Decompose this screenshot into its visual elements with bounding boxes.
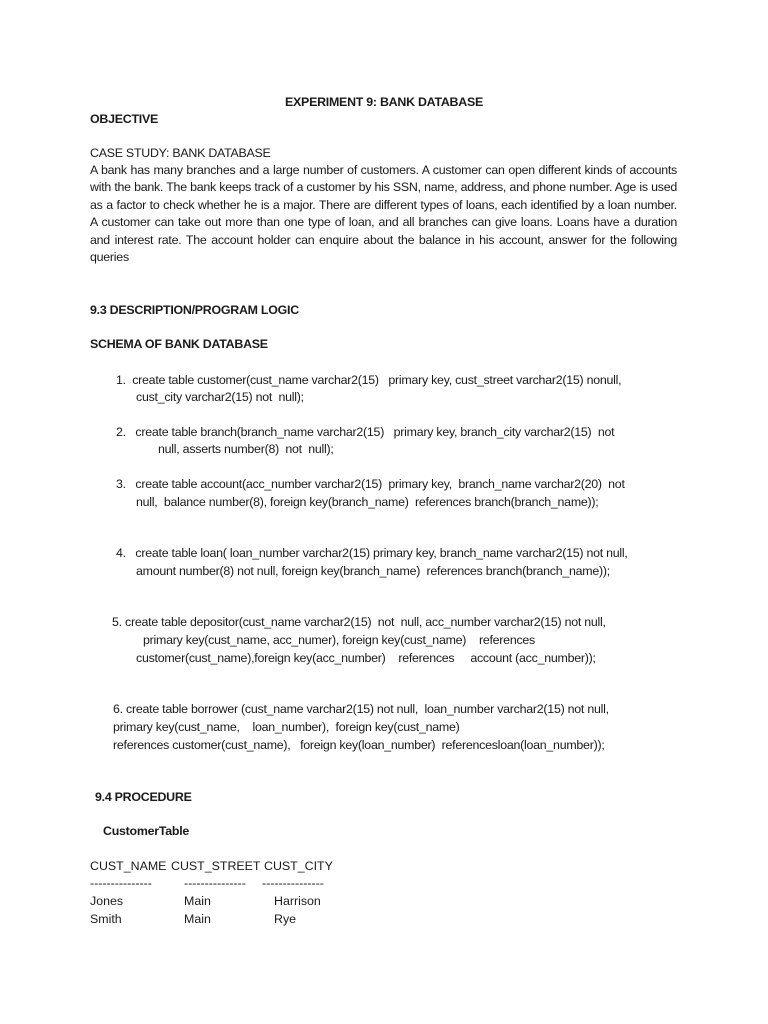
table-cell: Jones (90, 894, 124, 908)
schema-item-2-line-2: null, asserts number(8) not null); (158, 442, 334, 456)
table-header: CUST_STREET (171, 859, 261, 873)
table-divider: --------------- (262, 876, 324, 890)
schema-item-2-line-1: 2. create table branch(branch_name varchar2(15) primary key, branch_city varchar2(15) not (116, 425, 615, 439)
schema-item-1-line-1: 1. create table customer(cust_name varchar2(15) primary key, cust_street varchar2(15) nonull, (116, 373, 622, 387)
schema-item-4-line-2: amount number(8) not null, foreign key(branch_name) references branch(branch_name)); (136, 564, 610, 578)
table-cell: Smith (90, 912, 122, 926)
schema-item-6-line-1: 6. create table borrower (cust_name varchar2(15) not null, loan_number varchar2(15) not null, (113, 702, 609, 716)
schema-item-5-line-1: 5. create table depositor(cust_name varchar2(15) not null, acc_number varchar2(15) not null, (112, 615, 606, 629)
table-header: CUST_NAME (90, 859, 167, 873)
table-cell: Main (184, 912, 211, 926)
document-title: EXPERIMENT 9: BANK DATABASE (285, 95, 483, 109)
schema-item-5-line-3: customer(cust_name),foreign key(acc_number) references account (acc_number)); (136, 651, 596, 665)
objective-heading: OBJECTIVE (90, 112, 158, 126)
section-9-3-heading: 9.3 DESCRIPTION/PROGRAM LOGIC (90, 303, 299, 317)
schema-item-5-line-2: primary key(cust_name, acc_numer), foreign key(cust_name) references (143, 633, 535, 647)
schema-item-4-line-1: 4. create table loan( loan_number varchar2(15) primary key, branch_name varchar2(15) not null, (116, 546, 628, 560)
schema-heading: SCHEMA OF BANK DATABASE (90, 337, 268, 351)
schema-item-3-line-1: 3. create table account(acc_number varchar2(15) primary key, branch_name varchar2(20) not (116, 477, 625, 491)
section-9-4-heading: 9.4 PROCEDURE (95, 790, 192, 804)
table-title: CustomerTable (103, 824, 190, 838)
case-study-heading: CASE STUDY: BANK DATABASE (90, 146, 271, 160)
schema-item-6-line-3: references customer(cust_name), foreign key(loan_number) referencesloan(loan_number)); (113, 738, 605, 752)
schema-item-1-line-2: cust_city varchar2(15) not null); (136, 390, 304, 404)
schema-item-3-line-2: null, balance number(8), foreign key(branch_name) references branch(branch_name)); (136, 495, 599, 509)
case-study-paragraph: A bank has many branches and a large number of customers. A customer can open different kinds of accounts with the bank. The bank keeps track of a customer by his SSN, name, address, and phone number. Age is used as a factor to check whether he is a major. There are different types of loans, each identified by a loan number. A customer can take out more than one type of loan, and all branches can give loans. Loans have a duration and interest rate. The account holder can enquire about the balance in his account, answer for the following queries (90, 163, 677, 265)
table-cell: Harrison (274, 894, 321, 908)
table-header: CUST_CITY (264, 859, 333, 873)
schema-item-6-line-2: primary key(cust_name, loan_number), foreign key(cust_name) (113, 720, 460, 734)
table-cell: Main (184, 894, 211, 908)
table-divider: --------------- (184, 876, 246, 890)
table-cell: Rye (274, 912, 297, 926)
table-divider: --------------- (90, 876, 152, 890)
